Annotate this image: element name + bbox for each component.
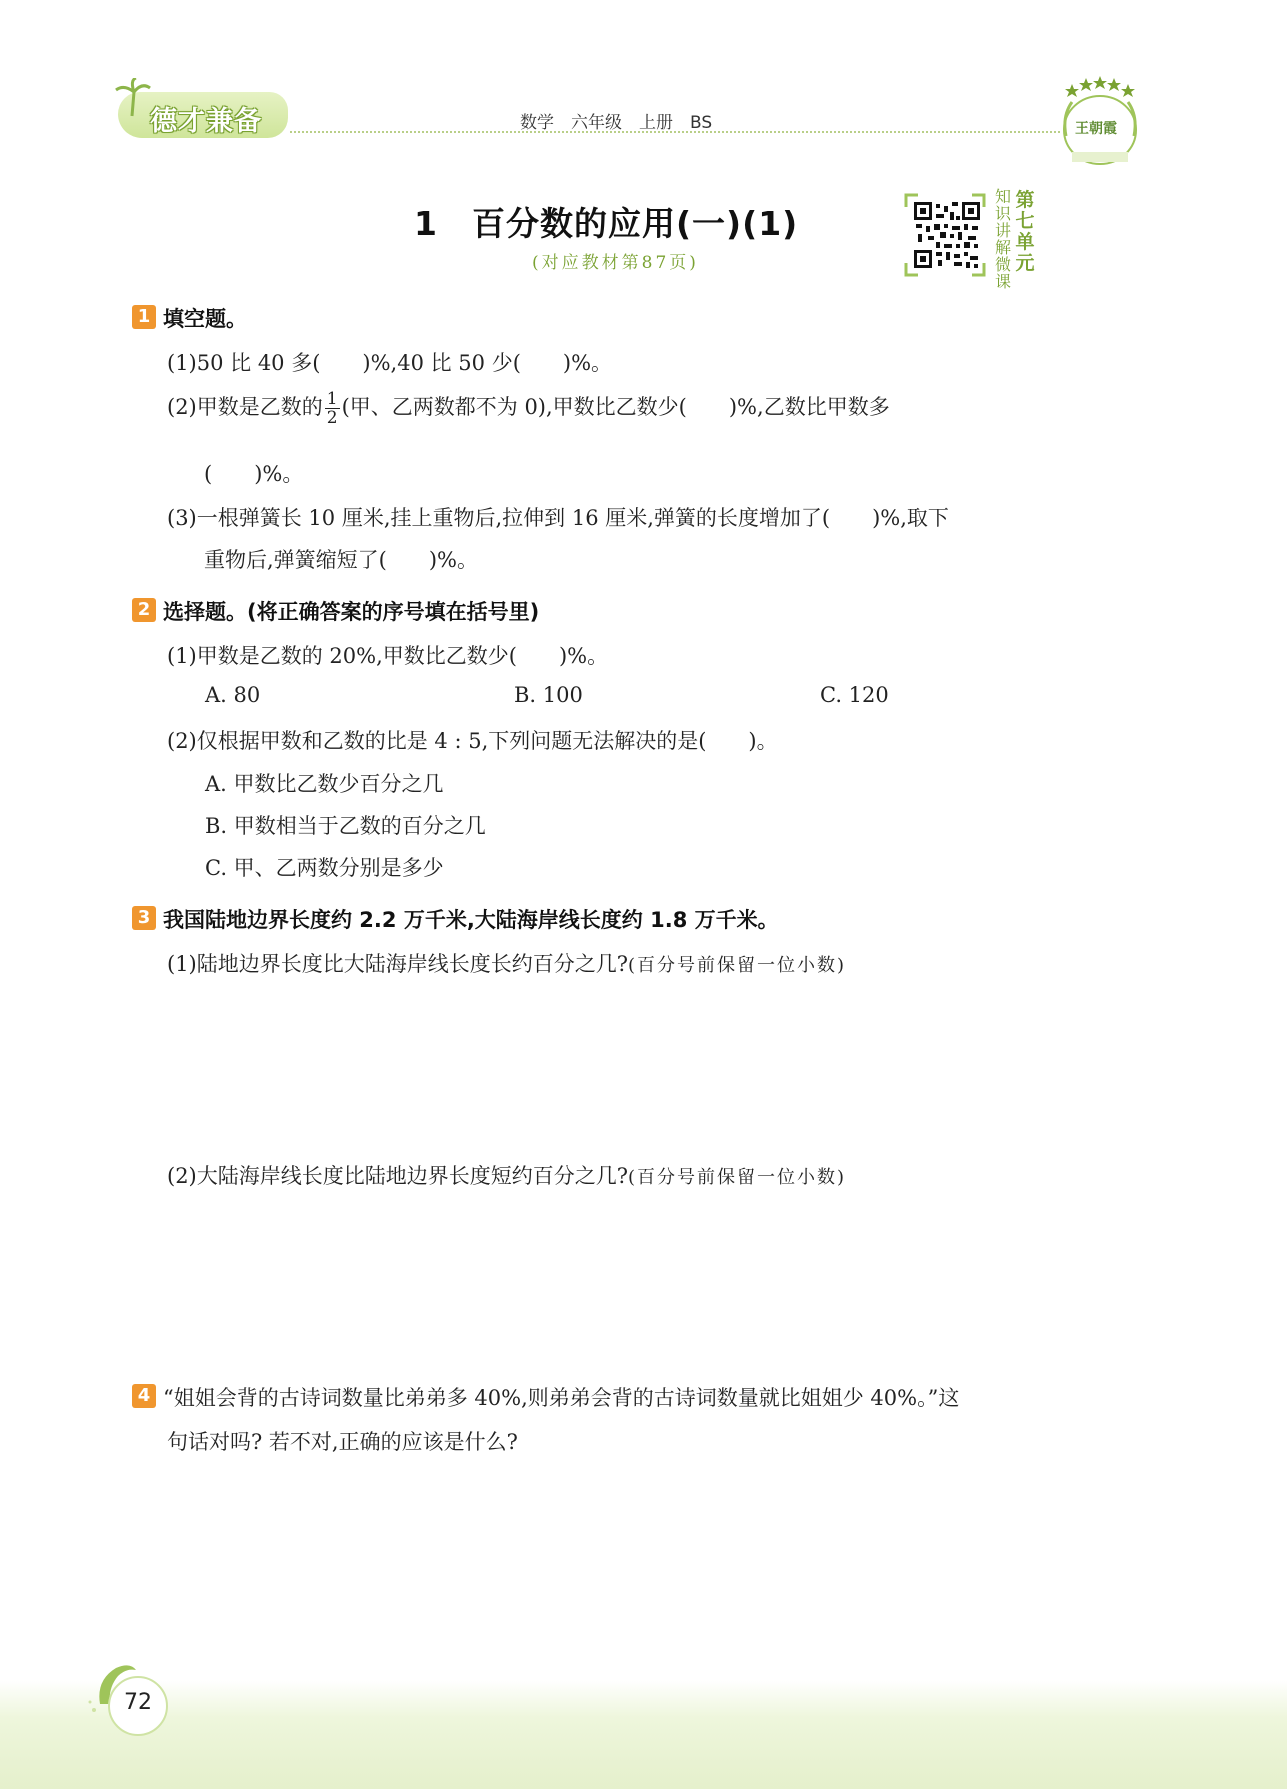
logo-text: 德才兼备 — [150, 106, 262, 137]
page-subtitle: (对应教材第87页) — [532, 253, 699, 273]
question-item: (3)一根弹簧长 10 厘米,挂上重物后,拉伸到 16 厘米,弹簧的长度增加了( )%,取下 — [167, 506, 949, 530]
header-info: 数学 六年级 上册 BS — [520, 113, 713, 133]
question-item: (1)50 比 40 多( )%,40 比 50 少( )%。 — [167, 351, 613, 375]
question-item: (2)甲数是乙数的 $\frac{1}{2}$ (甲、乙两数都不为 0),甲数比乙数少( )%,乙数比甲数多 — [167, 389, 890, 428]
question-text: “姐姐会背的古诗词数量比弟弟多 40%,则弟弟会背的古诗词数量就比姐姐少 40%。”这 — [163, 1386, 960, 1410]
fraction: $\frac{1}{2}$ — [326, 389, 338, 428]
question-number-badge: 4 — [132, 1384, 156, 1408]
seal-text: 王朝霞 — [1075, 121, 1117, 137]
question-item: (1)陆地边界长度比大陆海岸线长度长约百分之几?(百分号前保留一位小数) — [167, 952, 847, 976]
choice-option: C. 甲、乙两数分别是多少 — [205, 856, 444, 880]
side-label-small: 知 识 讲 解 微 课 — [994, 187, 1011, 291]
question-item: (2)仅根据甲数和乙数的比是 4 : 5,下列问题无法解决的是( )。 — [167, 729, 778, 753]
question-number-badge: 3 — [132, 906, 156, 930]
question-heading: 填空题。 — [163, 307, 247, 331]
side-label-unit: 第 七 单 元 — [1015, 189, 1035, 274]
question-item-continued: ( )%。 — [204, 462, 304, 486]
question-heading: 我国陆地边界长度约 2.2 万千米,大陆海岸线长度约 1.8 万千米。 — [163, 908, 779, 932]
choice-option: C. 120 — [820, 683, 889, 707]
question-heading: 选择题。(将正确答案的序号填在括号里) — [163, 600, 540, 624]
choice-option: B. 100 — [514, 683, 583, 707]
choice-option: A. 甲数比乙数少百分之几 — [205, 772, 444, 796]
choice-option: B. 甲数相当于乙数的百分之几 — [205, 814, 486, 838]
choice-option: A. 80 — [205, 683, 261, 707]
qr-code-icon[interactable] — [914, 202, 980, 268]
question-text: 句话对吗? 若不对,正确的应该是什么? — [167, 1430, 518, 1454]
question-number-badge: 1 — [132, 305, 156, 329]
question-item-continued: 重物后,弹簧缩短了( )%。 — [204, 548, 479, 572]
page-number: 72 — [124, 1690, 152, 1715]
question-item: (1)甲数是乙数的 20%,甲数比乙数少( )%。 — [167, 644, 609, 668]
footer-band — [0, 1680, 1287, 1789]
question-item: (2)大陆海岸线长度比陆地边界长度短约百分之几?(百分号前保留一位小数) — [167, 1164, 847, 1188]
page-title: 1 百分数的应用(一)(1) — [414, 204, 799, 243]
palm-tree-icon — [112, 78, 152, 118]
question-number-badge: 2 — [132, 598, 156, 622]
